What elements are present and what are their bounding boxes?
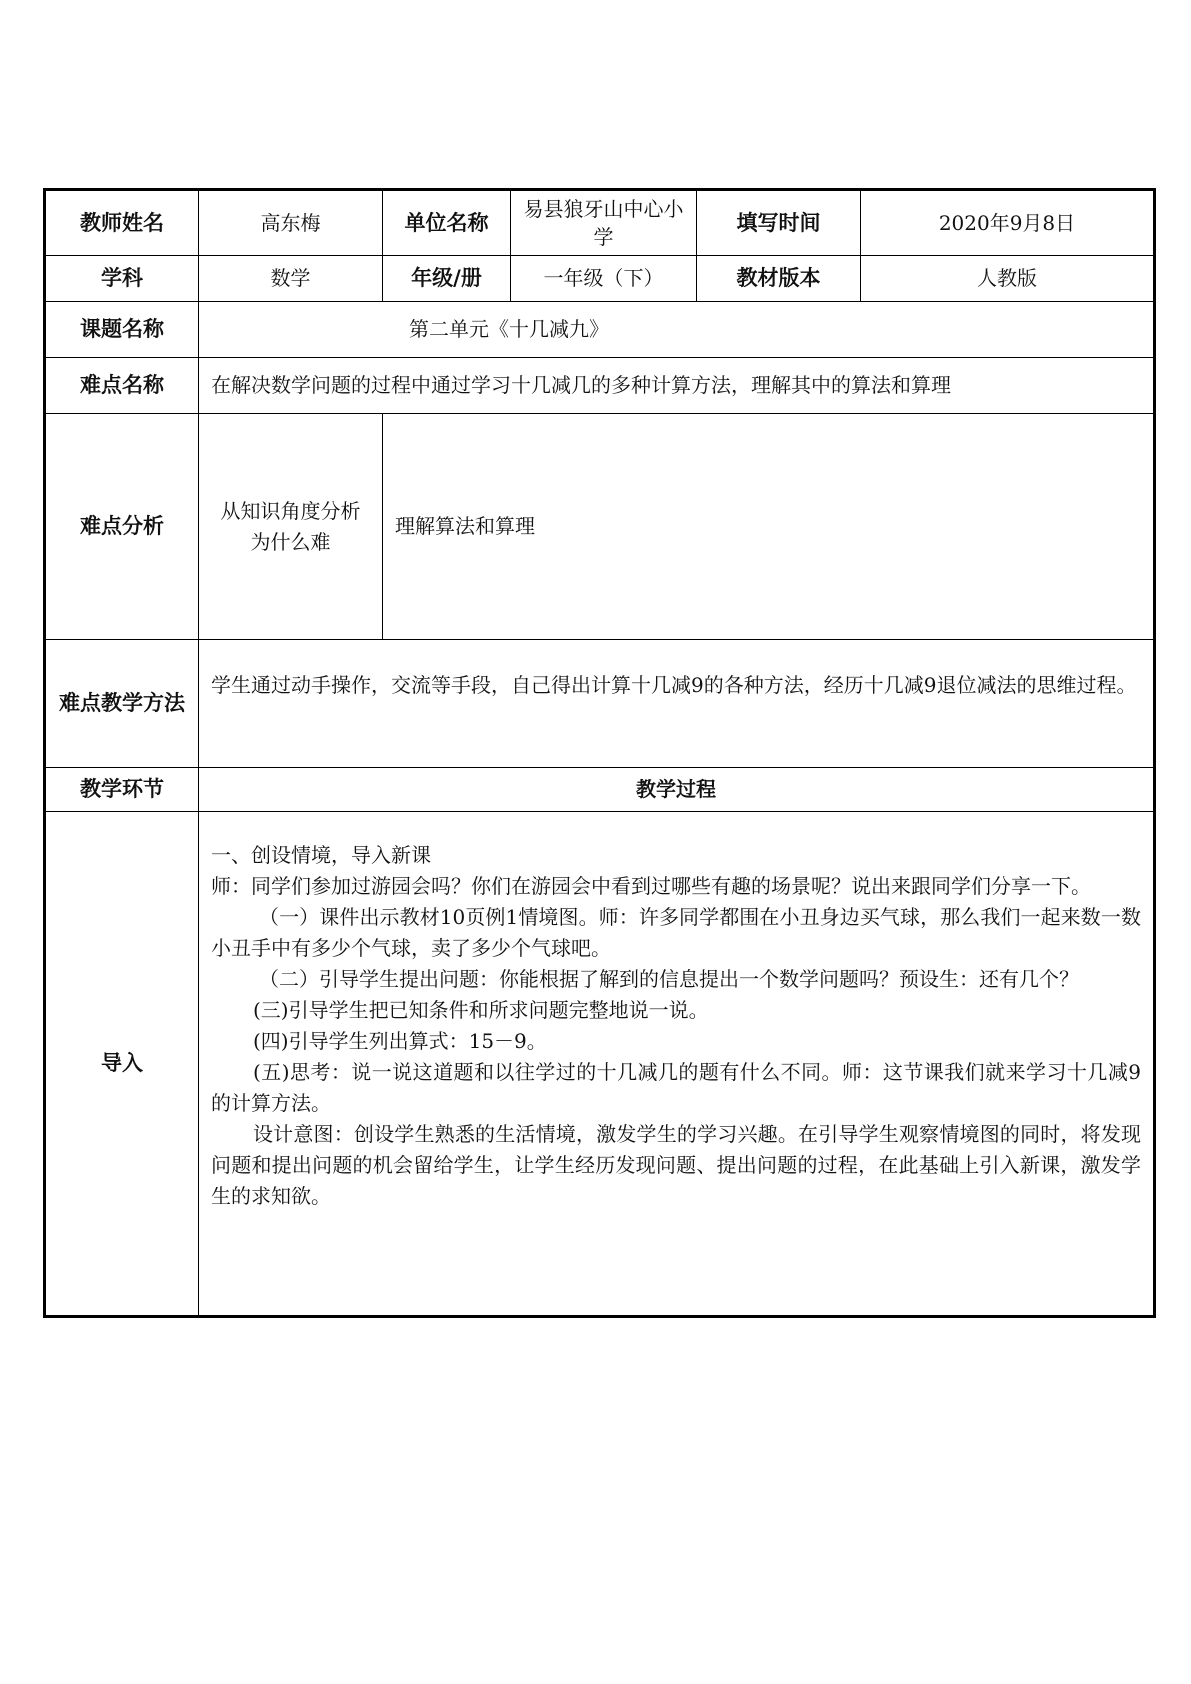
intro-stage-label: 导入 xyxy=(45,812,199,1317)
process-header: 教学过程 xyxy=(199,768,1155,812)
row-teacher-info xyxy=(45,190,1155,256)
unit-name-label: 单位名称 xyxy=(383,190,511,256)
row-method xyxy=(45,640,1155,768)
teacher-name-value: 高东梅 xyxy=(199,190,383,256)
process-line: 设计意图：创设学生熟悉的生活情境，激发学生的学习兴趣。在引导学生观察情境图的同时，将发现问题和提出问题的机会留给学生，让学生经历发现问题、提出问题的过程，在此基础上引入新课，激发学生的求知欲。 xyxy=(211,1122,1141,1208)
teacher-name-label: 教师姓名 xyxy=(45,190,199,256)
grade-label: 年级/册 xyxy=(383,256,511,302)
lesson-title-value: 第二单元《十几减九》 xyxy=(199,302,1155,358)
method-label: 难点教学方法 xyxy=(45,640,199,768)
row-subject-info xyxy=(45,256,1155,302)
row-difficulty xyxy=(45,358,1155,414)
edition-label: 教材版本 xyxy=(697,256,861,302)
process-line: （二）引导学生提出问题：你能根据了解到的信息提出一个数学问题吗？预设生：还有几个？ xyxy=(259,967,1079,991)
row-process-header xyxy=(45,768,1155,812)
stage-header: 教学环节 xyxy=(45,768,199,812)
process-line: 一、创设情境，导入新课 xyxy=(211,843,431,867)
process-line: (四)引导学生列出算式：15－9。 xyxy=(253,1029,547,1053)
difficulty-label: 难点名称 xyxy=(45,358,199,414)
subject-value: 数学 xyxy=(199,256,383,302)
analysis-label: 难点分析 xyxy=(45,414,199,640)
row-intro xyxy=(45,812,1155,1317)
analysis-value: 理解算法和算理 xyxy=(383,414,1155,640)
process-line: (五)思考：说一说这道题和以往学过的十几减几的题有什么不同。师：这节课我们就来学习十几减9的计算方法。 xyxy=(211,1060,1141,1115)
row-lesson-title xyxy=(45,302,1155,358)
process-line: 师：同学们参加过游园会吗？你们在游园会中看到过哪些有趣的场景呢？说出来跟同学们分享一下。 xyxy=(211,874,1091,898)
process-line: (三)引导学生把已知条件和所求问题完整地说一说。 xyxy=(253,998,709,1022)
row-analysis xyxy=(45,414,1155,640)
intro-process-content xyxy=(199,812,1155,1317)
fill-date-label: 填写时间 xyxy=(697,190,861,256)
unit-name-value: 易县狼牙山中心小学 xyxy=(511,190,697,256)
grade-value: 一年级（下） xyxy=(511,256,697,302)
lesson-plan-table xyxy=(43,188,1156,1318)
method-value: 学生通过动手操作，交流等手段，自己得出计算十几减9的各种方法，经历十几减9退位减法的思维过程。 xyxy=(199,640,1155,768)
process-line: （一）课件出示教材10页例1情境图。师：许多同学都围在小丑身边买气球，那么我们一起来数一数小丑手中有多少个气球，卖了多少个气球吧。 xyxy=(211,905,1141,960)
analysis-sub-label: 从知识角度分析为什么难 xyxy=(199,414,383,640)
fill-date-value: 2020年9月8日 xyxy=(861,190,1155,256)
edition-value: 人教版 xyxy=(861,256,1155,302)
lesson-title-label: 课题名称 xyxy=(45,302,199,358)
difficulty-value: 在解决数学问题的过程中通过学习十几减几的多种计算方法，理解其中的算法和算理 xyxy=(199,358,1155,414)
subject-label: 学科 xyxy=(45,256,199,302)
